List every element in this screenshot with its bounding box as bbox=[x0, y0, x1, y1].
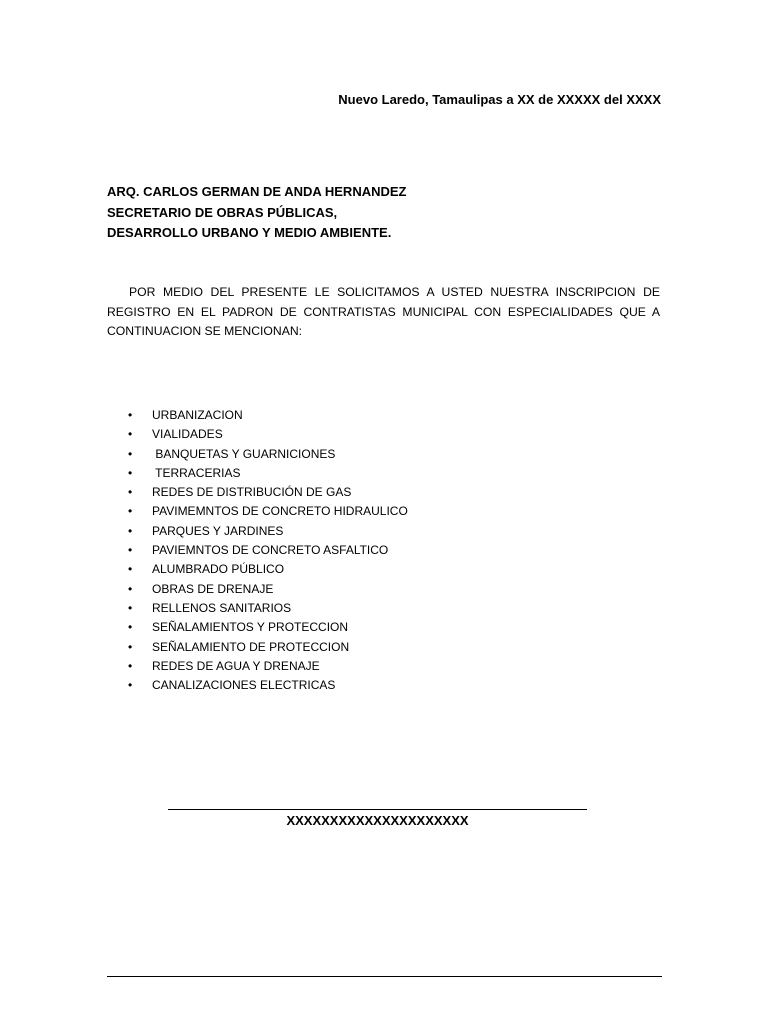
list-item bbox=[128, 676, 408, 695]
list-item-label: SEÑALAMIENTOS Y PROTECCION bbox=[152, 620, 349, 635]
list-item-label: ALUMBRADO PÚBLICO bbox=[152, 562, 285, 577]
bullet-icon: • bbox=[128, 523, 133, 538]
bullet-icon: • bbox=[128, 658, 133, 673]
list-item bbox=[128, 618, 408, 637]
list-item bbox=[128, 657, 408, 676]
bullet-icon: • bbox=[128, 485, 133, 500]
list-item bbox=[128, 502, 408, 521]
bullet-icon: • bbox=[128, 678, 133, 693]
list-item-label: URBANIZACION bbox=[152, 408, 243, 422]
signature-name: XXXXXXXXXXXXXXXXXXXXX bbox=[286, 813, 469, 828]
list-item-label: PARQUES Y JARDINES bbox=[152, 523, 284, 538]
recipient-title-line-2: DESARROLLO URBANO Y MEDIO AMBIENTE. bbox=[107, 225, 392, 240]
bullet-icon: • bbox=[128, 504, 133, 519]
list-item-label: TERRACERIAS bbox=[152, 465, 241, 480]
bullet-icon: • bbox=[128, 600, 133, 615]
bullet-icon: • bbox=[128, 427, 133, 442]
list-item-label: REDES DE AGUA Y DRENAJE bbox=[152, 658, 320, 673]
list-item-label: SEÑALAMIENTO DE PROTECCION bbox=[152, 639, 350, 654]
list-item-label: PAVIMEMNTOS DE CONCRETO HIDRAULICO bbox=[152, 504, 408, 519]
list-item-label: REDES DE DISTRIBUCIÓN DE GAS bbox=[152, 485, 352, 500]
bullet-icon: • bbox=[128, 639, 133, 654]
bullet-icon: • bbox=[128, 562, 133, 577]
bullet-icon: • bbox=[128, 446, 133, 461]
list-item-label: RELLENOS SANITARIOS bbox=[152, 600, 292, 615]
list-item-label: VIALIDADES bbox=[152, 427, 223, 442]
specialties-list bbox=[128, 406, 408, 695]
list-item-label: OBRAS DE DRENAJE bbox=[152, 581, 274, 596]
list-item-label: BANQUETAS Y GUARNICIONES bbox=[152, 446, 336, 461]
list-item bbox=[128, 580, 408, 599]
recipient-block bbox=[107, 182, 406, 244]
bullet-icon: • bbox=[128, 581, 133, 596]
bullet-icon: • bbox=[128, 620, 133, 635]
list-item bbox=[128, 464, 408, 483]
list-item bbox=[128, 522, 408, 541]
list-item bbox=[128, 599, 408, 618]
list-item bbox=[128, 483, 408, 502]
bullet-icon: • bbox=[128, 465, 133, 480]
list-item bbox=[128, 425, 408, 444]
bullet-icon: • bbox=[128, 543, 133, 558]
list-item bbox=[128, 541, 408, 560]
list-item bbox=[128, 445, 408, 464]
recipient-title-line-1: SECRETARIO DE OBRAS PÚBLICAS, bbox=[107, 204, 338, 220]
signature-line bbox=[168, 809, 587, 810]
list-item-label: PAVIEMNTOS DE CONCRETO ASFALTICO bbox=[152, 543, 389, 558]
list-item-label: CANALIZACIONES ELECTRICAS bbox=[152, 678, 336, 693]
footer-divider bbox=[107, 976, 662, 977]
bullet-icon: • bbox=[128, 408, 133, 422]
list-item bbox=[128, 638, 408, 657]
list-item bbox=[128, 560, 408, 579]
list-item bbox=[128, 406, 408, 425]
request-paragraph: POR MEDIO DEL PRESENTE LE SOLICITAMOS A USTED NUESTRA INSCRIPCION DE REGISTRO EN EL PADRON DE CONTRATISTAS MUNICIPAL CON ESPECIALIDADES QUE A CONTINUACION SE MENCIONAN: bbox=[107, 285, 660, 338]
place-date-line: Nuevo Laredo, Tamaulipas a XX de XXXXX del XXXX bbox=[338, 92, 661, 107]
recipient-name: ARQ. CARLOS GERMAN DE ANDA HERNANDEZ bbox=[107, 184, 407, 199]
